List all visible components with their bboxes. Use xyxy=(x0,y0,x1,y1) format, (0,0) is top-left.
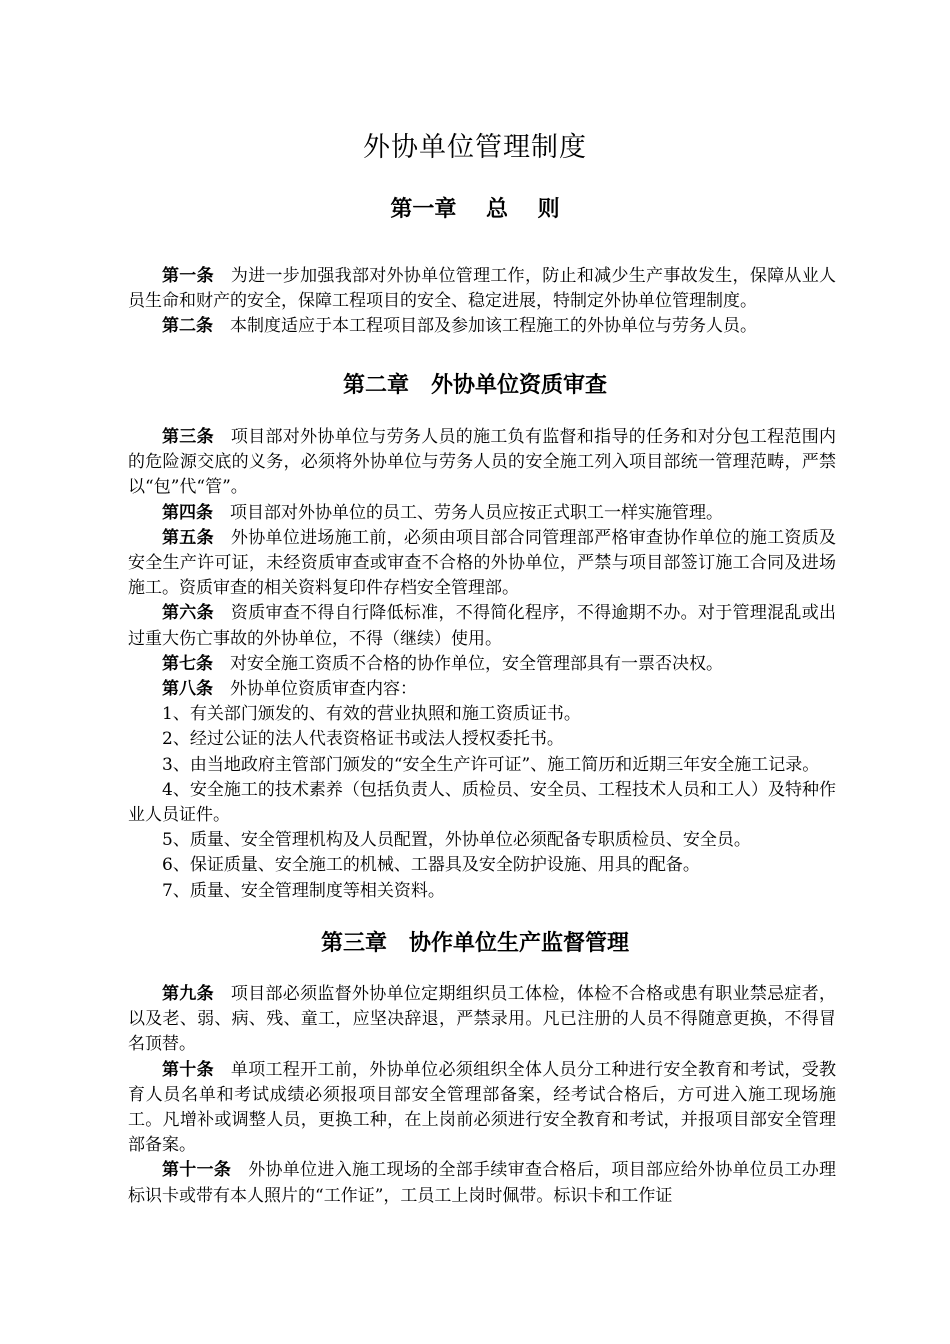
article-label: 第五条 xyxy=(162,527,214,548)
list-item-text: 7、质量、安全管理制度等相关资料。 xyxy=(162,880,445,901)
article-paragraph xyxy=(128,501,836,526)
list-item-text: 1、有关部门颁发的、有效的营业执照和施工资质证书。 xyxy=(162,704,581,725)
chapter-3-body xyxy=(128,982,836,1209)
article-text: 项目部对外协单位的员工、劳务人员应按正式职工一样实施管理。 xyxy=(230,502,723,523)
article-paragraph xyxy=(128,652,836,677)
article-label: 第六条 xyxy=(162,603,214,624)
article-label: 第三条 xyxy=(162,427,214,447)
article-text: 为进一步加强我部对外协单位管理工作，防止和减少生产事故发生，保障从业人员生命和财产的安全，保障工程项目的安全、稳定进展，特制定外协单位管理制度。 xyxy=(128,266,837,312)
document-title: 外协单位管理制度 xyxy=(363,132,587,163)
article-paragraph xyxy=(128,677,836,702)
article-text: 外协单位进入施工现场的全部手续审查合格后，项目部应给外协单位员工办理标识卡或带有本人照片的“工作证”，工员工上岗时佩带。标识卡和工作证 xyxy=(128,1160,837,1206)
article-text: 本制度适应于本工程项目部及参加该工程施工的外协单位与劳务人员。 xyxy=(230,316,757,337)
article-paragraph xyxy=(128,314,836,339)
article-paragraph xyxy=(128,1158,836,1208)
article-paragraph xyxy=(128,264,836,314)
article-text: 项目部对外协单位与劳务人员的施工负有监督和指导的任务和对分包工程范围内的危险源交底的义务，必须将外协单位与劳务人员的安全施工列入项目部统一管理范畴，严禁以“包”代“管”。 xyxy=(128,427,837,498)
article-label: 第七条 xyxy=(162,653,213,674)
chapter-1-heading: 第一章 总 则 xyxy=(390,196,560,222)
list-item-text: 2、经过公证的法人代表资格证书或法人授权委托书。 xyxy=(162,729,564,750)
article-text: 外协单位资质审查内容： xyxy=(230,679,417,700)
article-label: 第二条 xyxy=(162,316,213,337)
article-text: 资质审查不得自行降低标准，不得简化程序，不得逾期不办。对于管理混乱或出过重大伤亡事故的外协单位，不得（继续）使用。 xyxy=(128,603,837,649)
article-label: 第一条 xyxy=(162,266,214,286)
article-paragraph xyxy=(128,1058,836,1159)
list-item xyxy=(128,778,836,828)
article-label: 第十条 xyxy=(162,1059,214,1080)
article-text: 项目部必须监督外协单位定期组织员工体检，体检不合格或患有职业禁忌症者，以及老、弱、病、残、童工，应坚决辞退，严禁录用。凡已注册的人员不得随意更换，不得冒名顶替。 xyxy=(128,984,837,1055)
chapter-2-body xyxy=(128,425,836,904)
article-label: 第九条 xyxy=(162,984,214,1004)
article-label: 第十一条 xyxy=(162,1160,232,1181)
article-text: 对安全施工资质不合格的协作单位，安全管理部具有一票否决权。 xyxy=(230,653,723,674)
article-text: 单项工程开工前，外协单位必须组织全体人员分工种进行安全教育和考试，受教育人员名单和考试成绩必须报项目部安全管理部备案，经考试合格后，方可进入施工现场施工。凡增补或调整人员，更换工种，在上岗前必须进行安全教育和考试，并报项目部安全管理部备案。 xyxy=(128,1059,837,1156)
article-label: 第八条 xyxy=(162,679,213,700)
list-item xyxy=(128,727,836,752)
list-item xyxy=(128,828,836,853)
article-paragraph xyxy=(128,425,836,501)
article-text: 外协单位进场施工前，必须由项目部合同管理部严格审查协作单位的施工资质及安全生产许可证，未经资质审查或审查不合格的外协单位，严禁与项目部签订施工合同及进场施工。资质审查的相关资料复印件存档安全管理部。 xyxy=(128,527,837,599)
list-item-text: 3、由当地政府主管部门颁发的“安全生产许可证”、施工简历和近期三年安全施工记录。 xyxy=(162,754,820,775)
article-label: 第四条 xyxy=(162,502,213,523)
list-item xyxy=(128,753,836,778)
article-paragraph xyxy=(128,982,836,1058)
article-paragraph xyxy=(128,526,836,602)
list-item-text: 5、质量、安全管理机构及人员配置，外协单位必须配备专职质检员、安全员。 xyxy=(162,830,751,851)
list-item xyxy=(128,702,836,727)
article-paragraph xyxy=(128,601,836,651)
chapter-1-body xyxy=(128,264,836,340)
list-item xyxy=(128,853,836,878)
list-item-text: 4、安全施工的技术素养（包括负责人、质检员、安全员、工程技术人员和工人）及特种作业人员证件。 xyxy=(128,779,836,826)
list-item xyxy=(128,879,836,904)
chapter-3-heading: 第三章 协作单位生产监督管理 xyxy=(320,930,629,956)
list-item-text: 6、保证质量、安全施工的机械、工器具及安全防护设施、用具的配备。 xyxy=(162,855,700,876)
chapter-2-heading: 第二章 外协单位资质审查 xyxy=(342,372,607,398)
